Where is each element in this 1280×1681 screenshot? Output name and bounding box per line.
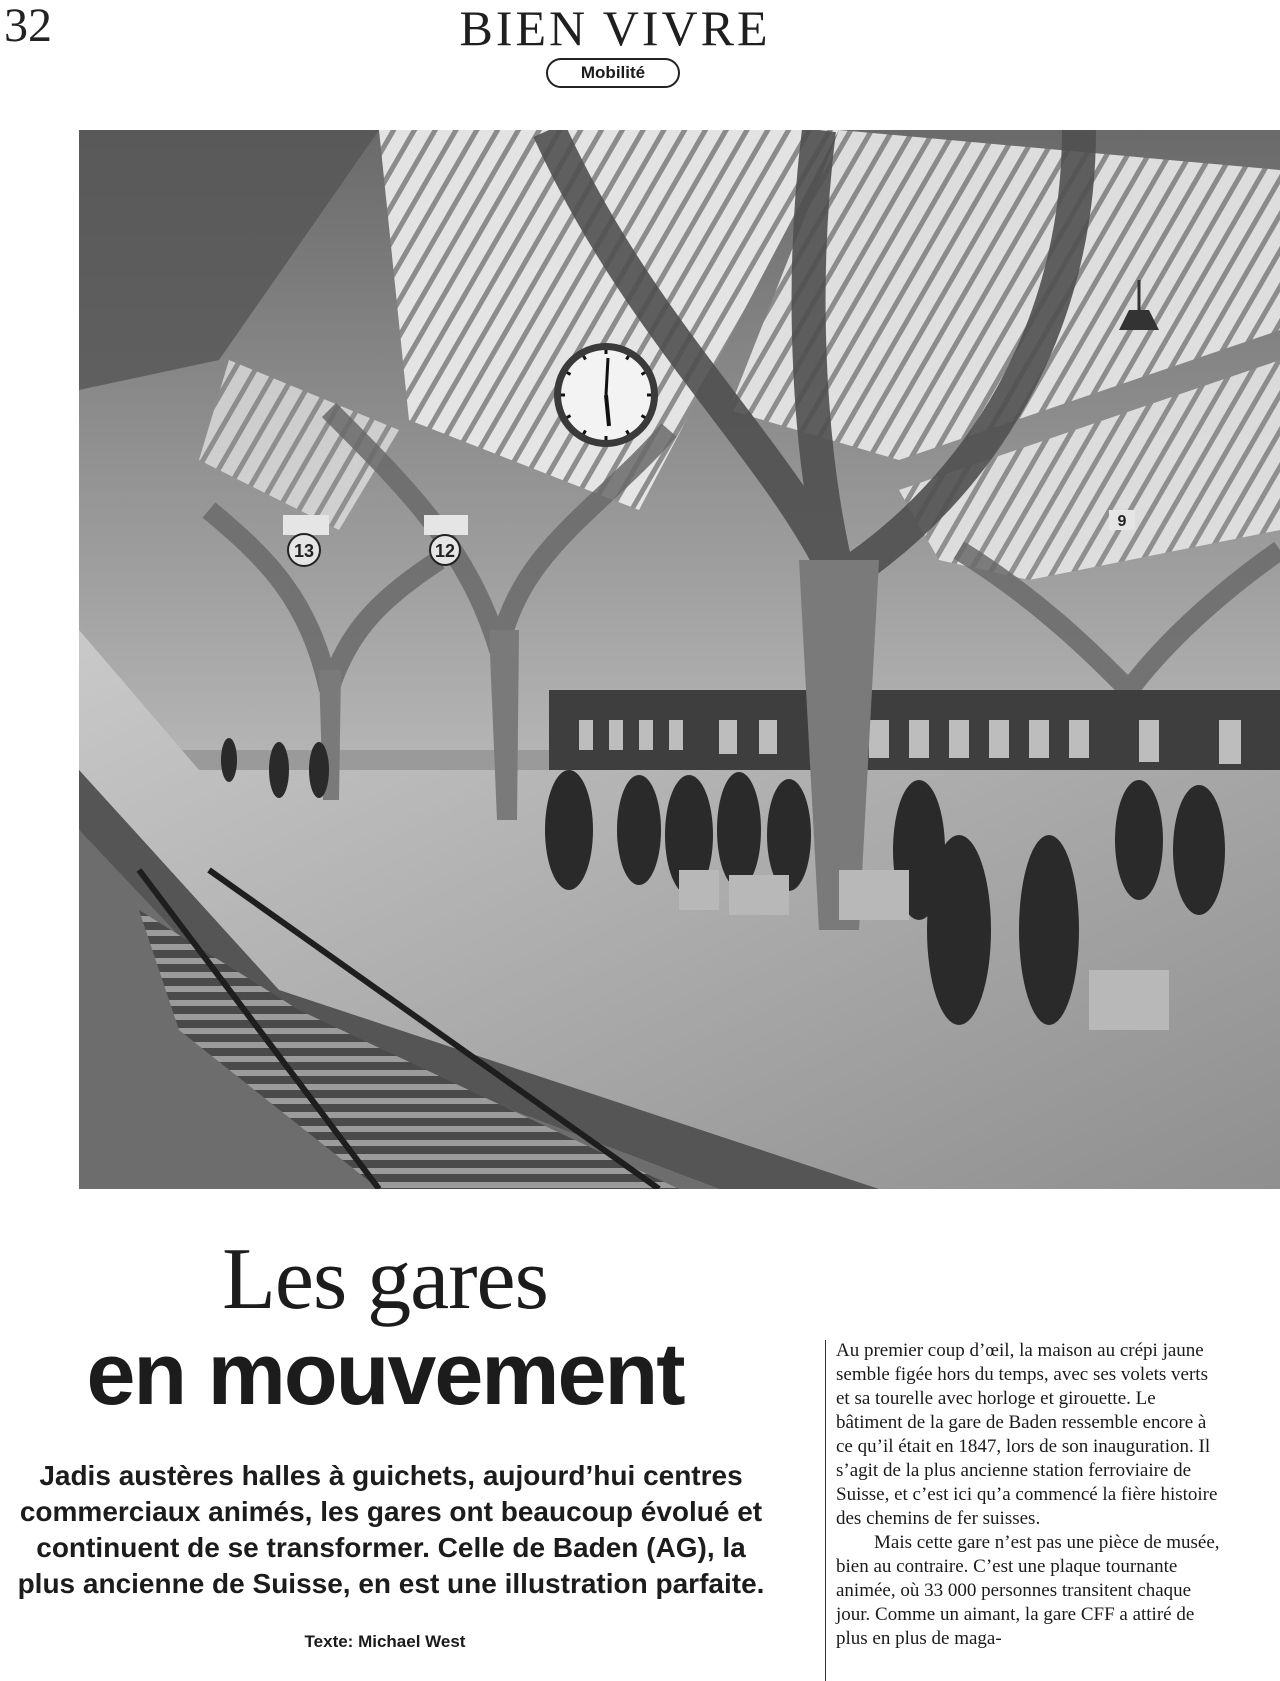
platform-sign-label: 9 <box>1117 513 1127 530</box>
body-paragraph: Mais cette gare n’est pas une pièce de musée, bien au contraire. C’est une plaque tournante animée, où 33 000 personnes transitent chaque jour. Comme un aimant, la gare CFF a attiré de plus en plus de maga- <box>836 1532 1220 1649</box>
platform-sign-label: 13 <box>293 541 315 561</box>
platform-sign-9 <box>1109 510 1135 530</box>
clock-tick <box>642 416 646 418</box>
clock-tick <box>567 373 571 375</box>
clock-tick <box>584 431 586 435</box>
body-column <box>836 1339 1226 1651</box>
station-clock <box>554 343 658 447</box>
clock-tick <box>642 373 646 375</box>
body-paragraph: Au premier coup d’œil, la maison au crépi jaune semble figée hors du temps, avec ses volets verts et sa tourelle avec horloge et girouette. Le bâtiment de la gare de Baden ressemble encore à ce qu’il était en 1847, lors de son inauguration. Il s’agit de la plus ancienne station ferroviaire de Suisse, et c’est ici qu’a commencé la fière histoire des chemins de fer suisses. <box>836 1340 1218 1529</box>
lead-paragraph: Jadis austères halles à guichets, aujourd’hui centres commerciaux animés, les gares ont beaucoup évolué et continuent de se transformer. Celle de Baden (AG), la plus ancienne de Suisse, en est une illustration parfaite. <box>17 1460 765 1599</box>
clock-tick <box>627 431 629 435</box>
page-number: 32 <box>4 0 52 52</box>
headline-line-2: en mouvement <box>86 1324 684 1423</box>
hero-photo <box>79 130 1280 1189</box>
author-credit: Texte: Michael West <box>304 1632 466 1651</box>
headline-line-1: Les gares <box>222 1231 548 1328</box>
platform-sign-label: 12 <box>434 541 456 561</box>
section-title: BIEN VIVRE <box>459 0 771 56</box>
clock-tick <box>627 356 629 360</box>
rubric-badge: Mobilité <box>546 58 680 88</box>
column-divider <box>825 1340 826 1681</box>
clock-tick <box>584 356 586 360</box>
clock-tick <box>567 416 571 418</box>
